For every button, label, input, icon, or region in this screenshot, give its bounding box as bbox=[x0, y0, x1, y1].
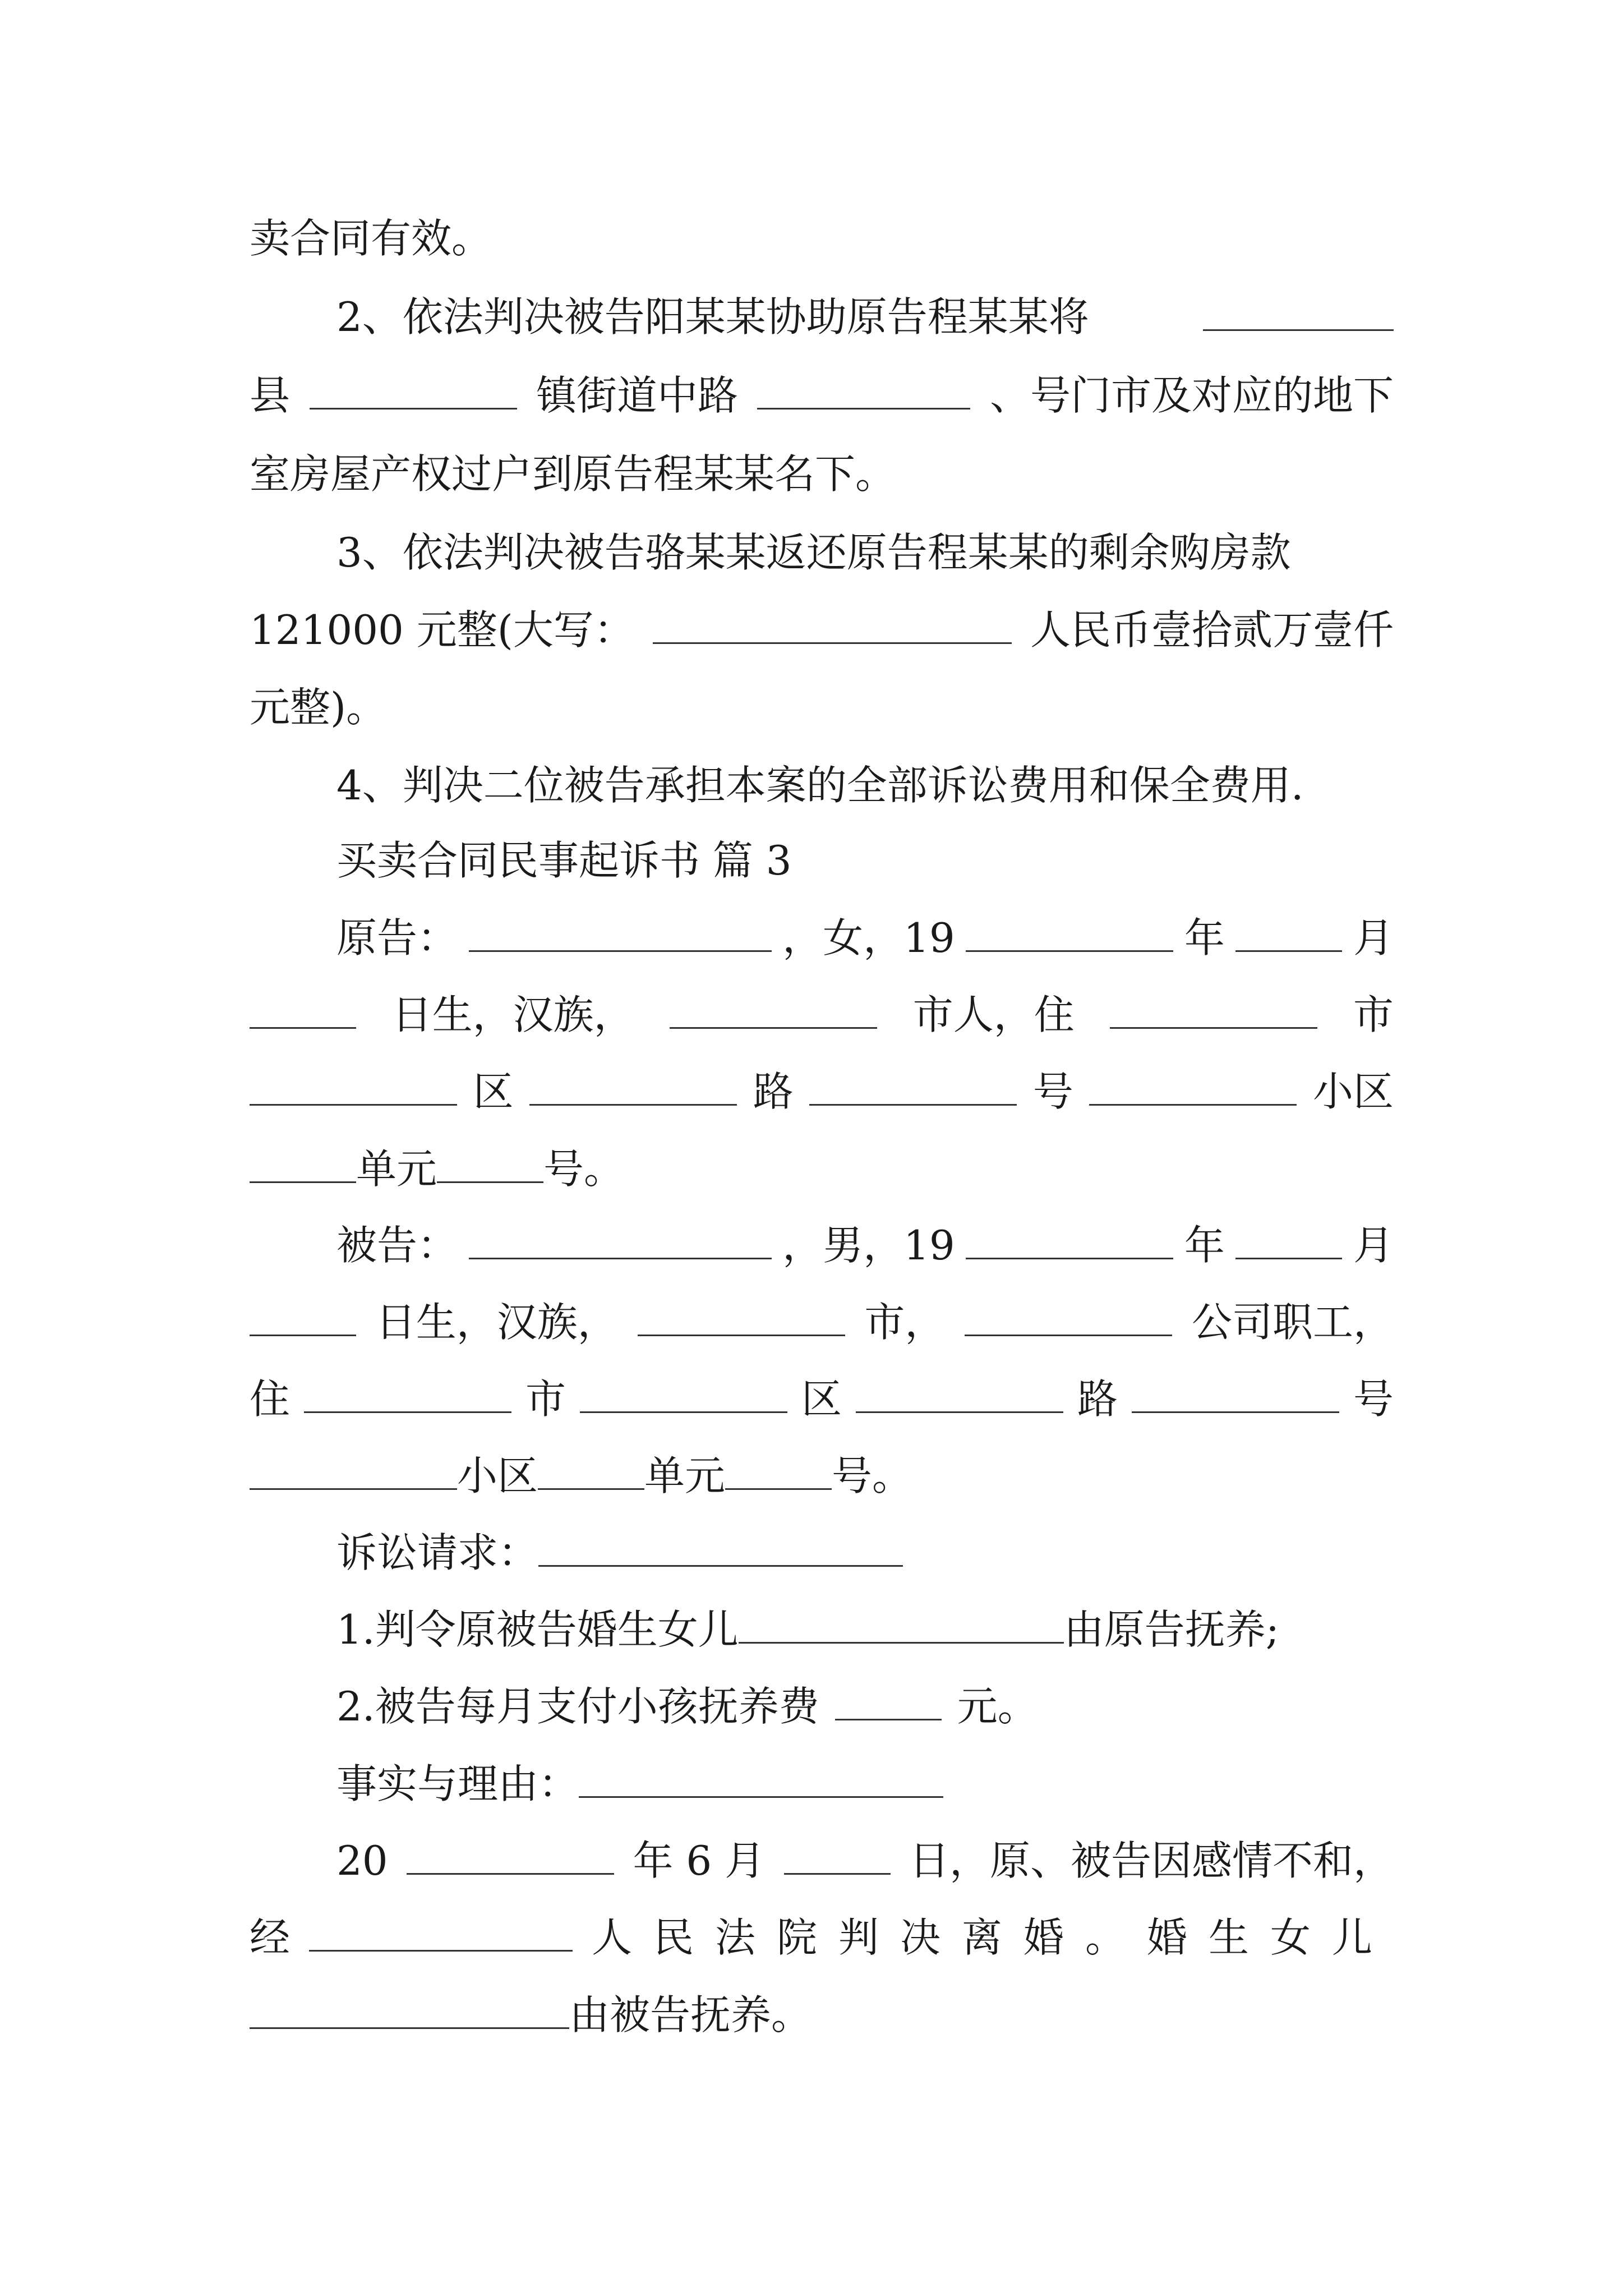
fill-blank bbox=[309, 1913, 573, 1952]
text-segment: 镇街道中路 bbox=[536, 372, 738, 419]
text-segment: 20 bbox=[336, 1837, 388, 1884]
fill-blank bbox=[529, 1068, 737, 1106]
fill-blank bbox=[310, 371, 517, 409]
text-segment: 号。 bbox=[543, 1145, 625, 1193]
text-segment: 市， bbox=[864, 1299, 946, 1346]
text-line bbox=[250, 981, 1394, 1048]
text-line bbox=[250, 1442, 1394, 1510]
text-segment: 公司职工， bbox=[1191, 1299, 1394, 1346]
text-segment: 人民法院判决离婚。婚生女儿 bbox=[591, 1914, 1394, 1961]
text-line bbox=[250, 1981, 1394, 2049]
text-line bbox=[336, 1827, 1394, 1894]
text-segment: 年 bbox=[1184, 914, 1225, 961]
fill-blank bbox=[1089, 1068, 1297, 1106]
fill-blank bbox=[638, 1298, 845, 1336]
fill-blank bbox=[250, 1991, 569, 2029]
text-segment: 1.判令原被告婚生女儿 bbox=[336, 1606, 739, 1653]
text-line bbox=[250, 1365, 1394, 1433]
text-segment: 小区 bbox=[1312, 1068, 1394, 1115]
fill-blank bbox=[856, 1375, 1063, 1413]
text-segment: 3、依法判决被告骆某某返还原告程某某的剩余购房款 bbox=[336, 529, 1291, 576]
fill-blank bbox=[304, 1375, 511, 1413]
text-line bbox=[250, 1289, 1394, 1356]
fill-blank bbox=[469, 914, 772, 952]
text-segment: 号。 bbox=[832, 1452, 913, 1499]
text-line: 卖合同有效。 bbox=[250, 215, 492, 262]
text-segment: 、号门市及对应的地下 bbox=[989, 372, 1394, 419]
text-segment: 原告： bbox=[336, 914, 458, 961]
text-segment: 市 bbox=[525, 1375, 566, 1423]
text-segment: 号 bbox=[1353, 1375, 1394, 1423]
text-line bbox=[336, 1519, 1394, 1586]
text-segment: 号 bbox=[1032, 1068, 1073, 1115]
fill-blank bbox=[579, 1760, 943, 1798]
text-segment: 被告： bbox=[336, 1222, 458, 1269]
text-line bbox=[336, 904, 1394, 972]
text-segment: 区 bbox=[473, 1068, 514, 1115]
text-line bbox=[250, 1904, 1394, 1971]
fill-blank bbox=[250, 991, 356, 1029]
fill-blank bbox=[250, 1298, 356, 1336]
text-segment: 年 6 月 bbox=[633, 1837, 766, 1884]
text-segment: 由被告抚养。 bbox=[569, 1991, 812, 2039]
fill-blank bbox=[966, 914, 1173, 952]
fill-blank bbox=[469, 1221, 772, 1259]
fill-blank bbox=[580, 1375, 787, 1413]
text-line: 室房屋产权过户到原告程某某名下。 bbox=[250, 450, 896, 498]
fill-blank bbox=[809, 1068, 1017, 1106]
fill-blank bbox=[407, 1837, 614, 1875]
fill-blank bbox=[538, 1452, 644, 1490]
text-line: 4、判决二位被告承担本案的全部诉讼费用和保全费用. bbox=[336, 762, 1304, 809]
fill-blank bbox=[1203, 293, 1394, 331]
text-segment: 诉讼请求： bbox=[336, 1529, 539, 1576]
text-line bbox=[250, 362, 1394, 429]
fill-blank bbox=[965, 1298, 1172, 1336]
text-segment: 路 bbox=[753, 1068, 794, 1115]
fill-blank bbox=[250, 1145, 356, 1183]
text-segment: 日生，汉族， bbox=[375, 1299, 618, 1346]
text-segment: 人民币壹拾贰万壹仟 bbox=[1030, 606, 1394, 654]
text-line bbox=[336, 1596, 1394, 1663]
text-segment: 元。 bbox=[957, 1683, 1038, 1730]
text-segment: 市人，住 bbox=[912, 991, 1075, 1038]
text-line: 元整)。 bbox=[250, 684, 387, 731]
text-segment: 市 bbox=[1353, 991, 1394, 1038]
fill-blank bbox=[835, 1682, 942, 1720]
fill-blank bbox=[538, 1529, 903, 1567]
text-segment: 住 bbox=[250, 1375, 291, 1423]
text-line bbox=[250, 596, 1394, 664]
text-segment: 日生，汉族， bbox=[391, 991, 634, 1038]
text-segment: 县 bbox=[250, 372, 291, 419]
text-line bbox=[250, 1135, 1394, 1203]
text-segment: 经 bbox=[250, 1914, 291, 1961]
fill-blank bbox=[653, 606, 1012, 644]
text-segment: ，女，19 bbox=[782, 914, 955, 961]
fill-blank bbox=[1235, 1221, 1342, 1259]
text-segment: 2、依法判决被告阳某某协助原告程某某将 bbox=[336, 293, 1089, 341]
text-segment: 121000 元整(大写： bbox=[250, 606, 634, 654]
text-segment: 小区 bbox=[457, 1452, 538, 1499]
text-segment: 单元 bbox=[644, 1452, 726, 1499]
fill-blank bbox=[437, 1145, 543, 1183]
text-segment: 年 bbox=[1184, 1222, 1225, 1269]
text-line bbox=[336, 519, 1394, 586]
fill-blank bbox=[250, 1068, 457, 1106]
text-segment: ，男，19 bbox=[782, 1222, 955, 1269]
section-heading: 买卖合同民事起诉书 篇 3 bbox=[336, 837, 792, 884]
text-segment: 由原告抚养; bbox=[1063, 1606, 1279, 1653]
text-segment: 日，原、被告因感情不和， bbox=[909, 1837, 1394, 1884]
fill-blank bbox=[757, 371, 970, 409]
text-line bbox=[250, 1058, 1394, 1125]
text-segment: 路 bbox=[1077, 1375, 1118, 1423]
text-line bbox=[336, 1673, 1394, 1740]
fill-blank bbox=[250, 1452, 457, 1490]
text-segment: 区 bbox=[801, 1375, 842, 1423]
text-segment: 单元 bbox=[356, 1145, 437, 1193]
fill-blank bbox=[784, 1837, 891, 1875]
fill-blank bbox=[1132, 1375, 1339, 1413]
text-line bbox=[336, 1750, 1394, 1818]
text-line bbox=[336, 1212, 1394, 1279]
fill-blank bbox=[1110, 991, 1317, 1029]
text-segment: 月 bbox=[1353, 914, 1394, 961]
text-segment: 2.被告每月支付小孩抚养费 bbox=[336, 1683, 819, 1730]
text-line bbox=[336, 283, 1394, 351]
text-segment: 事实与理由： bbox=[336, 1760, 579, 1807]
text-segment: 月 bbox=[1353, 1222, 1394, 1269]
fill-blank bbox=[725, 1452, 832, 1490]
fill-blank bbox=[739, 1605, 1064, 1644]
fill-blank bbox=[670, 991, 877, 1029]
fill-blank bbox=[966, 1221, 1173, 1259]
fill-blank bbox=[1235, 914, 1342, 952]
